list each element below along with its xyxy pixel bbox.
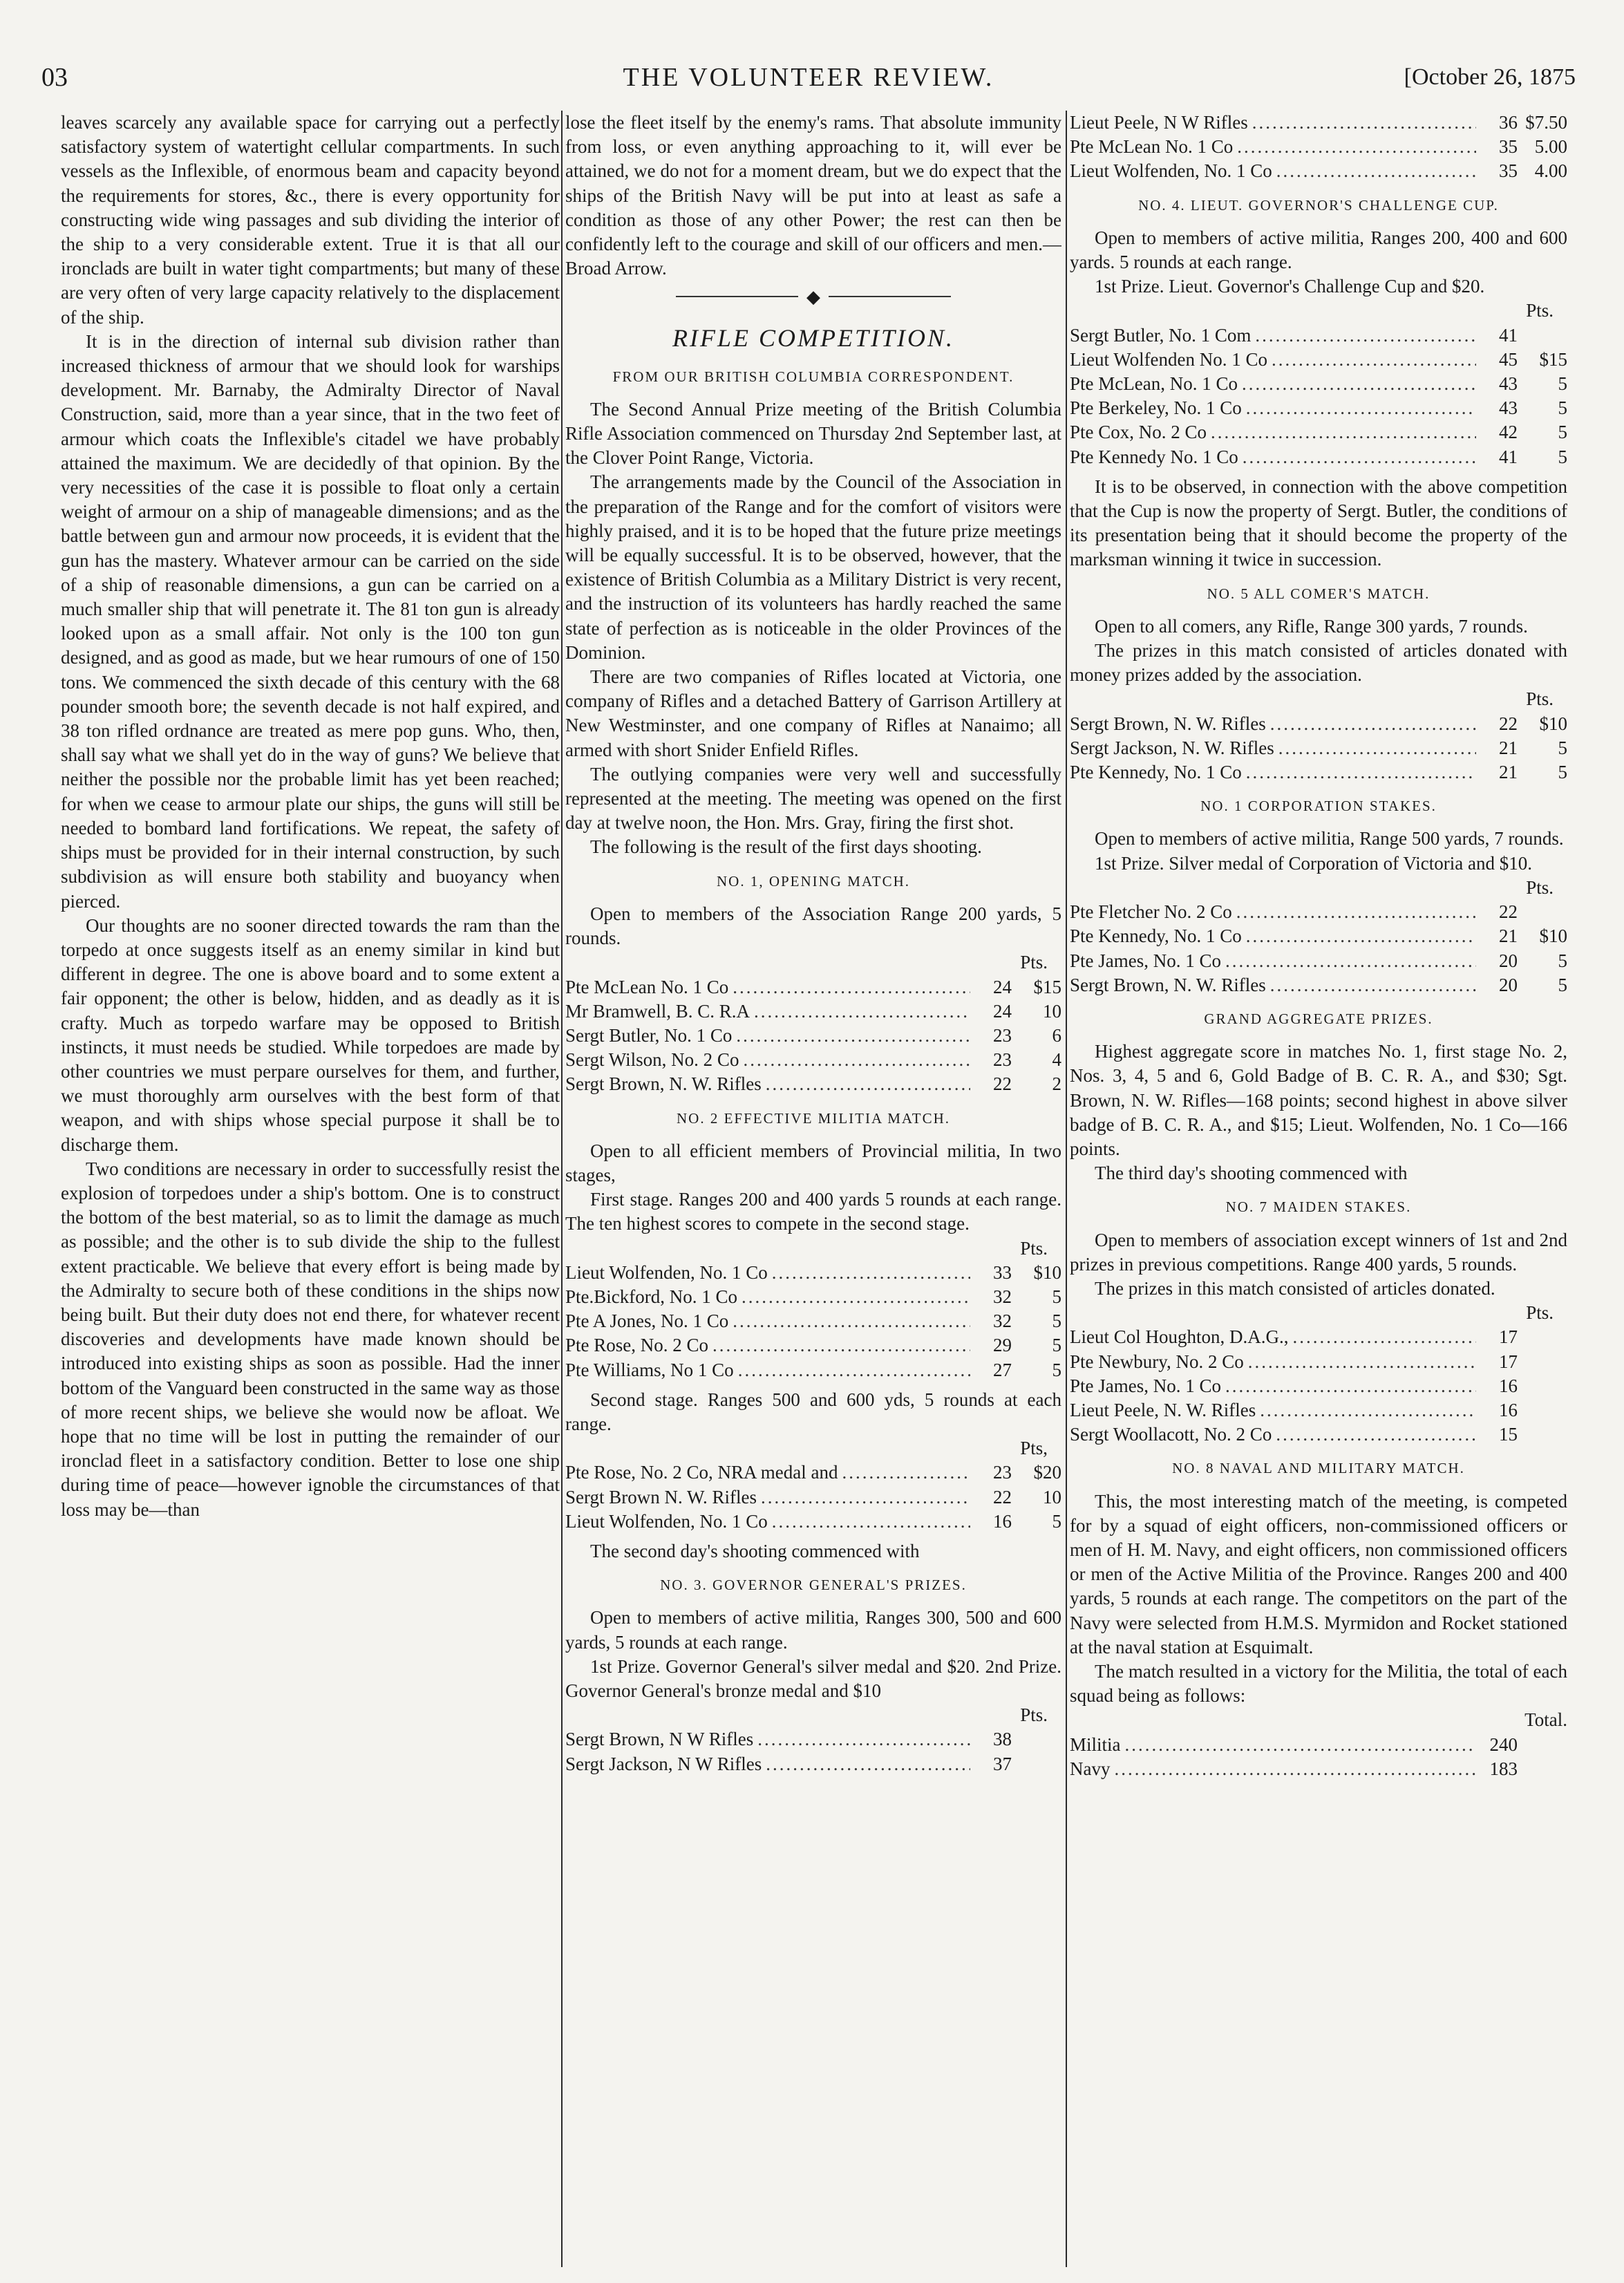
result-row	[1070, 1733, 1567, 1757]
prize-money: $15	[1033, 976, 1061, 997]
score: 32	[993, 1286, 1012, 1307]
paragraph: The second day's shooting commenced with	[590, 1540, 920, 1561]
result-row	[1070, 736, 1567, 760]
dot-leader	[754, 999, 970, 1024]
match-title: NO. 4. LIEUT. GOVERNOR'S CHALLENGE CUP.	[1138, 196, 1499, 214]
match-description: Open to members of the Association Range 200 yards, 5 rounds.	[565, 903, 1061, 949]
dot-leader	[1276, 1422, 1476, 1447]
dot-leader	[738, 1358, 970, 1382]
competitor-name: Pte Kennedy No. 1 Co	[1070, 446, 1238, 467]
competitor-name: Pte McLean, No. 1 Co	[1070, 373, 1238, 395]
competitor-name: Pte Fletcher No. 2 Co	[1070, 901, 1232, 923]
dot-leader	[736, 1024, 970, 1048]
competitor-name: Pte James, No. 1 Co	[1070, 1375, 1221, 1396]
competitor-name: Pte Kennedy, No. 1 Co	[1070, 926, 1242, 947]
result-row	[1070, 372, 1567, 396]
dot-leader	[1225, 949, 1476, 973]
match-title: NO. 7 MAIDEN STAKES.	[1225, 1199, 1412, 1216]
result-row	[1070, 760, 1567, 785]
competitor-name: Pte.Bickford, No. 1 Co	[565, 1286, 737, 1307]
prize-money: 5	[1558, 950, 1567, 971]
result-row	[1070, 1325, 1567, 1349]
score: 37	[993, 1753, 1012, 1774]
dot-leader	[1270, 712, 1476, 736]
match-description: Open to all efficient members of Provincial militia, In two stages,	[565, 1140, 1061, 1185]
result-row	[565, 1024, 1061, 1048]
competitor-name: Sergt Brown, N. W. Rifles	[565, 1073, 762, 1095]
result-row	[1070, 1398, 1567, 1422]
result-row	[1070, 924, 1567, 948]
score: 24	[993, 976, 1012, 997]
result-row	[1070, 1374, 1567, 1398]
result-row	[1070, 973, 1567, 997]
dot-leader	[842, 1460, 970, 1485]
competitor-name: Pte Williams, No 1 Co	[565, 1359, 734, 1380]
article-heading: RIFLE COMPETITION.	[672, 324, 954, 353]
competitor-name: Pte James, No. 1 Co	[1070, 950, 1221, 971]
prize-money: 5	[1558, 422, 1567, 443]
dot-leader	[733, 1309, 970, 1333]
page-number: 03	[41, 63, 68, 92]
results-table	[1070, 323, 1567, 469]
result-row	[1070, 420, 1567, 444]
result-row	[565, 1261, 1061, 1285]
results-table	[565, 975, 1061, 1097]
paragraph: It is in the direction of internal sub division rather than increased thickness of armour that we should look for warships development. Mr. Barnaby, the Admiralty Director of Naval Construction, said, more than a year since, that in the two feet of armour which coats the Inflexible's citadel we have probably attained the maximum. We are decidedly of that opinion. By the very necessities of the case it is possible to float only a certain weight of armour on a ship of manageable dimensions; and as the battle between gun and armour now proceeds, it is evident that the gun has the mastery. Whatever armour can be carried on the side of a ship of reasonable dimensions, a gun can be carried on a much smaller ship that will penetrate it. The 81 ton gun is already looked upon as a small affair. Not only is the 100 ton gun designed, and as good as made, but we hear rumours of one of 150 tons. We commenced the sixth decade of this century with the 68 pounder smooth bore; the seventh decade is not half expired, and 38 ton rifled ordnance are treated as mere pop guns. Who, then, shall say what we shall yet do in the way of guns? We believe that neither the possible nor the probable limit has yet been reached; for when we cease to armour plate our ships, the guns will still be needed to bombard land fortifications. We repeat, the safety of ships must be provided for in their internal construction, by such subdivision as will ensure both stability and buoyancy when pierced.	[61, 330, 560, 912]
score: 35	[1499, 160, 1518, 182]
match-title: NO. 3. GOVERNOR GENERAL'S PRIZES.	[660, 1577, 967, 1594]
dot-leader	[1225, 1374, 1476, 1398]
paragraph: It is to be observed, in connection with the above competition that the Cup is now the property of Sergt. Butler, the conditions of its presentation being that it should become the property of the marksman winning it twice in succession.	[1070, 476, 1567, 570]
result-row	[565, 999, 1061, 1024]
match-title: GRAND AGGREGATE PRIZES.	[1204, 1010, 1433, 1027]
match-description: Open to members of active militia, Ranges 300, 500 and 600 yards, 5 rounds at each range.	[565, 1607, 1061, 1653]
match-description: The prizes in this match consisted of articles donated.	[1095, 1277, 1495, 1299]
score: 45	[1499, 348, 1518, 370]
column-3	[1070, 111, 1567, 2267]
score: 240	[1489, 1734, 1518, 1755]
paragraph: The arrangements made by the Council of the Association in the preparation of the Range and for the comfort of visitors were highly praised, and it is to be hoped that the future prize meetings will be equally successful. It is to be observed, however, that the existence of British Columbia as a Military District is very recent, and the instruction of its volunteers has hardly reached the same state of perfection as is noticeable in the older Provinces of the Dominion.	[565, 471, 1061, 663]
competitor-name: Sergt Jackson, N W Rifles	[565, 1753, 762, 1774]
prize-money: $10	[1539, 713, 1567, 734]
results-table	[565, 1727, 1061, 1776]
points-header: Pts.	[1526, 300, 1554, 321]
prize-money: 5.00	[1534, 136, 1567, 158]
dot-leader	[761, 1485, 970, 1510]
column-2	[565, 111, 1061, 2267]
result-row	[1070, 712, 1567, 736]
competitor-name: Pte Cox, No. 2 Co	[1070, 422, 1207, 443]
score: 22	[1499, 901, 1518, 923]
result-row	[1070, 445, 1567, 469]
match-description: The prizes in this match consisted of articles donated with money prizes added by the association.	[1070, 640, 1567, 686]
competitor-name: Pte McLean No. 1 Co	[1070, 136, 1234, 158]
match-title: NO. 8 NAVAL AND MILITARY MATCH.	[1172, 1460, 1465, 1477]
prize-money: 5	[1052, 1310, 1061, 1332]
result-row	[1070, 323, 1567, 348]
score: 36	[1499, 112, 1518, 133]
competitor-name: Sergt Butler, No. 1 Co	[565, 1024, 733, 1046]
score: 17	[1499, 1351, 1518, 1372]
paragraph: There are two companies of Rifles located at Victoria, one company of Rifles and a detached Battery of Garrison Artillery at New Westminster, and one company of Rifles at Nanaimo; all armed with short Snider Enfield Rifles.	[565, 666, 1061, 760]
competitor-name: Pte Newbury, No. 2 Co	[1070, 1351, 1244, 1372]
results-table	[1070, 111, 1567, 184]
result-row	[565, 1727, 1061, 1751]
dot-leader	[1246, 760, 1476, 785]
ornament-glyph: ◆	[798, 287, 829, 307]
result-row	[565, 1485, 1061, 1510]
match-description: First stage. Ranges 200 and 400 yards 5 rounds at each range. The ten highest scores to compete in the second stage.	[565, 1189, 1061, 1234]
result-row	[1070, 159, 1567, 183]
dot-leader	[1260, 1398, 1476, 1422]
score: 22	[1499, 713, 1518, 734]
result-row	[565, 1460, 1061, 1485]
prize-money: 5	[1558, 762, 1567, 783]
score: 15	[1499, 1424, 1518, 1445]
score: 21	[1499, 737, 1518, 758]
dot-leader	[1270, 973, 1476, 997]
score: 20	[1499, 974, 1518, 995]
prize-money: 5	[1052, 1359, 1061, 1380]
dot-leader	[1293, 1325, 1477, 1349]
score: 32	[993, 1310, 1012, 1332]
result-row	[1070, 1757, 1567, 1781]
prize-money: 6	[1052, 1024, 1061, 1046]
score: 20	[1499, 950, 1518, 971]
paragraph: leaves scarcely any available space for carrying out a perfectly satisfactory system of watertight cellular compartments. In such vessels as the Inflexible, of enormous beam and capacity beyond the requirements for stores, &c., there is every opportunity for constructing wide wing passages and sub dividing the interior of the ship to a very considerable extent. True it is that all our ironclads are built in water tight compartments; but many of these are very often of very large capacity relatively to the displacement of the ship.	[61, 112, 560, 328]
match-description: Open to members of active militia, Ranges 200, 400 and 600 yards. 5 rounds at each range.	[1070, 227, 1567, 273]
dot-leader	[733, 975, 970, 999]
score: 35	[1499, 136, 1518, 158]
dot-leader	[757, 1727, 970, 1751]
results-table	[1070, 900, 1567, 997]
dot-leader	[766, 1752, 970, 1776]
result-row	[565, 1072, 1061, 1096]
result-row	[565, 1752, 1061, 1776]
match-description: 1st Prize. Governor General's silver medal and $20. 2nd Prize. Governor General's bronze medal and $10	[565, 1655, 1061, 1701]
result-row	[1070, 1422, 1567, 1447]
prize-money: 5	[1558, 397, 1567, 419]
results-table	[1070, 712, 1567, 785]
competitor-name: Sergt Woollacott, No. 2 Co	[1070, 1424, 1272, 1445]
score: 23	[993, 1049, 1012, 1071]
dot-leader	[1236, 900, 1476, 924]
score: 21	[1499, 762, 1518, 783]
paragraph: Highest aggregate score in matches No. 1, first stage No. 2, Nos. 3, 4, 5 and 6, Gold Badge of B. C. R. A., and $30; Sgt. Brown, N. W. Rifles—168 points; second highest in above silver badge of B. C. R. A., and $15; Lieut. Wolfenden, No. 1 Co—166 points.	[1070, 1041, 1567, 1159]
match-description: 1st Prize. Silver medal of Corporation of Victoria and $10.	[1095, 852, 1532, 874]
dot-leader	[1242, 372, 1476, 396]
score: 41	[1499, 446, 1518, 467]
competitor-name: Sergt Brown, N. W. Rifles	[1070, 974, 1266, 995]
points-header: Pts.	[1020, 1704, 1048, 1726]
paragraph: The third day's shooting commenced with	[1095, 1163, 1408, 1184]
score: 21	[1499, 926, 1518, 947]
score: 16	[993, 1510, 1012, 1532]
competitor-name: Pte A Jones, No. 1 Co	[565, 1310, 729, 1332]
competitor-name: Sergt Wilson, No. 2 Co	[565, 1049, 739, 1071]
dot-leader	[1246, 924, 1476, 948]
score: 22	[993, 1073, 1012, 1095]
score: 33	[993, 1261, 1012, 1283]
competitor-name: Lieut Col Houghton, D.A.G.,	[1070, 1326, 1289, 1348]
result-row	[565, 1333, 1061, 1357]
dot-leader	[1243, 445, 1476, 469]
dot-leader	[1278, 736, 1476, 760]
score: 41	[1499, 324, 1518, 346]
column-1	[61, 111, 560, 2267]
dot-leader	[772, 1261, 970, 1285]
result-row	[565, 975, 1061, 999]
match-title: NO. 1 CORPORATION STAKES.	[1200, 798, 1437, 815]
competitor-name: Pte Rose, No. 2 Co	[565, 1335, 709, 1356]
prize-money: 5	[1052, 1510, 1061, 1532]
result-row	[1070, 111, 1567, 135]
match-description: The match resulted in a victory for the Militia, the total of each squad being as follows:	[1070, 1660, 1567, 1707]
dot-leader	[1248, 1350, 1476, 1374]
results-table	[1070, 1325, 1567, 1447]
dot-leader	[743, 1048, 970, 1072]
dot-leader	[1237, 135, 1476, 159]
prize-money: 10	[1043, 1486, 1061, 1507]
byline: FROM OUR BRITISH COLUMBIA CORRESPONDENT.	[612, 368, 1014, 385]
score: 16	[1499, 1399, 1518, 1420]
prize-money: 5	[1558, 737, 1567, 758]
result-row	[1070, 396, 1567, 420]
paragraph: The following is the result of the first days shooting.	[590, 836, 982, 858]
dot-leader	[1276, 159, 1476, 183]
paragraph: Two conditions are necessary in order to successfully resist the explosion of torpedoes under a ship's bottom. One is to construct the bottom of the best material, so as to limit the damage as much as possible; and the other is to sub divide the ship to the fullest extent practicable. We believe that every effort is being made by the Admiralty to secure both of these conditions in the ships now being built. But their duty does not end there, for whatever recent discoveries and developments have made known should be introduced into existing ships as soon as possible. Had the inner bottom of the Vanguard been constructed in the same way as those of more recent ships, we believe she would now be afloat. We hope that no time will be lost in putting the remainder of our ironclad fleet in a satisfactory condition. Better to lose one ship during time of peace—however ignoble the circumstances of that loss may be—than	[61, 1158, 560, 1520]
prize-money: $20	[1033, 1462, 1061, 1483]
match-description: 1st Prize. Lieut. Governor's Challenge Cup and $20.	[1095, 276, 1485, 297]
match-title: NO. 1, OPENING MATCH.	[716, 872, 910, 890]
points-header: Pts.	[1526, 1302, 1554, 1324]
match-description: Second stage. Ranges 500 and 600 yds, 5 rounds at each range.	[565, 1389, 1061, 1434]
result-row	[565, 1510, 1061, 1534]
score: 16	[1499, 1375, 1518, 1396]
match-description: Open to all comers, any Rifle, Range 300 yards, 7 rounds.	[1095, 615, 1528, 637]
result-row	[565, 1358, 1061, 1382]
competitor-name: Navy	[1070, 1758, 1111, 1779]
result-row	[565, 1285, 1061, 1309]
score: 23	[993, 1024, 1012, 1046]
dot-leader	[1252, 111, 1476, 135]
score: 43	[1499, 397, 1518, 419]
competitor-name: Pte Berkeley, No. 1 Co	[1070, 397, 1242, 419]
dot-leader	[1272, 348, 1476, 372]
score: 23	[993, 1462, 1012, 1483]
competitor-name: Pte Kennedy, No. 1 Co	[1070, 762, 1242, 783]
result-row	[1070, 135, 1567, 159]
score: 27	[993, 1359, 1012, 1380]
results-table	[565, 1261, 1061, 1382]
results-table	[1070, 1733, 1567, 1781]
points-header: Pts,	[1020, 1438, 1048, 1459]
issue-date: [October 26, 1875	[1404, 64, 1576, 90]
competitor-name: Lieut Wolfenden, No. 1 Co	[1070, 160, 1272, 182]
page-header	[41, 57, 1576, 98]
ornament-rule	[565, 285, 1061, 308]
prize-money: 10	[1043, 1000, 1061, 1022]
match-description: This, the most interesting match of the meeting, is competed for by a squad of eight officers, non-commissioned officers or men of H. M. Navy, and eight officers, non commissioned officers or men of the Active Militia of the Province. Ranges 200 and 400 yards, 5 rounds at each range. The competitors on the part of the Navy were selected from H.M.S. Myrmidon and Rocket stationed at the naval station at Esquimalt.	[1070, 1490, 1567, 1657]
competitor-name: Lieut Wolfenden, No. 1 Co	[565, 1261, 768, 1283]
dot-leader	[1255, 323, 1476, 348]
publication-title: THE VOLUNTEER REVIEW.	[623, 63, 994, 92]
dot-leader	[1125, 1733, 1477, 1757]
paragraph: The outlying companies were very well and successfully represented at the meeting. The meeting was opened on the first day at twelve noon, the Hon. Mrs. Gray, firing the first shot.	[565, 763, 1061, 834]
dot-leader	[1211, 420, 1476, 444]
paragraph: Our thoughts are no sooner directed towards the ram than the torpedo at once suggests itself as an enemy similar in kind but different in degree. The one is above board and to some extent a fair opponent; the other is below, hidden, and as deadly as it is crafty. Much as torpedo warfare may be opposed to British instincts, it must needs be studied. While torpedoes are made by other countries we must perpare ourselves for them, and further, we must thoroughly arm ourselves with the best form of that weapon, and with ships whose special purpose it shall be to discharge them.	[61, 914, 560, 1155]
paragraph: The Second Annual Prize meeting of the British Columbia Rifle Association commenced on Thursday 2nd September last, at the Clover Point Range, Victoria.	[565, 398, 1061, 469]
competitor-name: Militia	[1070, 1734, 1121, 1755]
prize-money: $10	[1033, 1261, 1061, 1283]
competitor-name: Sergt Butler, No. 1 Com	[1070, 324, 1252, 346]
competitor-name: Lieut Wolfenden No. 1 Co	[1070, 348, 1268, 370]
result-row	[1070, 348, 1567, 372]
competitor-name: Sergt Jackson, N. W. Rifles	[1070, 737, 1274, 758]
dot-leader	[766, 1072, 970, 1096]
score: 22	[993, 1486, 1012, 1507]
prize-money: 5	[1558, 974, 1567, 995]
dot-leader	[712, 1333, 970, 1357]
score: 183	[1489, 1758, 1518, 1779]
points-header: Pts.	[1526, 688, 1554, 710]
prize-money: 5	[1052, 1286, 1061, 1307]
score: 17	[1499, 1326, 1518, 1348]
total-header: Total.	[1524, 1709, 1567, 1731]
competitor-name: Pte Rose, No. 2 Co, NRA medal and	[565, 1462, 838, 1483]
match-title: NO. 5 ALL COMER'S MATCH.	[1207, 585, 1431, 602]
results-table	[565, 1460, 1061, 1534]
result-row	[565, 1309, 1061, 1333]
competitor-name: Lieut Peele, N. W. Rifles	[1070, 1399, 1256, 1420]
prize-money: 5	[1558, 446, 1567, 467]
match-description: Open to members of association except winners of 1st and 2nd prizes in previous competitions. Range 400 yards, 5 rounds.	[1070, 1229, 1567, 1275]
prize-money: 5	[1558, 373, 1567, 395]
competitor-name: Pte McLean No. 1 Co	[565, 976, 729, 997]
prize-money: 5	[1052, 1335, 1061, 1356]
result-row	[1070, 900, 1567, 924]
score: 29	[993, 1335, 1012, 1356]
prize-money: 2	[1052, 1073, 1061, 1095]
competitor-name: Sergt Brown, N W Rifles	[565, 1729, 754, 1750]
points-header: Pts.	[1020, 1237, 1048, 1259]
dot-leader	[742, 1285, 970, 1309]
dot-leader	[772, 1510, 970, 1534]
competitor-name: Lieut Wolfenden, No. 1 Co	[565, 1510, 768, 1532]
score: 43	[1499, 373, 1518, 395]
points-header: Pts.	[1020, 952, 1048, 973]
competitor-name: Mr Bramwell, B. C. R.A	[565, 1000, 750, 1022]
competitor-name: Sergt Brown, N. W. Rifles	[1070, 713, 1266, 734]
score: 24	[993, 1000, 1012, 1022]
competitor-name: Lieut Peele, N W Rifles	[1070, 112, 1248, 133]
paragraph: lose the fleet itself by the enemy's rams. That absolute immunity from loss, or even anything approaching to it, will ever be attained, we do not for a moment dream, but we do expect that the ships of the British Navy will be put into at least as safe a condition as those of any other Power; the rest can then be confidently left to the courage and skill of our officers and men.—Broad Arrow.	[565, 112, 1061, 279]
prize-money: 4	[1052, 1049, 1061, 1071]
match-description: Open to members of active militia, Range 500 yards, 7 rounds.	[1095, 828, 1564, 849]
result-row	[1070, 949, 1567, 973]
prize-money: $10	[1539, 926, 1567, 947]
prize-money: 4.00	[1534, 160, 1567, 182]
prize-money: $7.50	[1525, 112, 1567, 133]
points-header: Pts.	[1526, 876, 1554, 898]
result-row	[1070, 1350, 1567, 1374]
competitor-name: Sergt Brown N. W. Rifles	[565, 1486, 757, 1507]
column-rule	[1066, 111, 1067, 2267]
result-row	[565, 1048, 1061, 1072]
dot-leader	[1114, 1757, 1476, 1781]
score: 42	[1499, 422, 1518, 443]
score: 38	[993, 1729, 1012, 1750]
dot-leader	[1246, 396, 1476, 420]
match-title: NO. 2 EFFECTIVE MILITIA MATCH.	[677, 1109, 950, 1127]
prize-money: $15	[1539, 348, 1567, 370]
column-rule	[561, 111, 563, 2267]
